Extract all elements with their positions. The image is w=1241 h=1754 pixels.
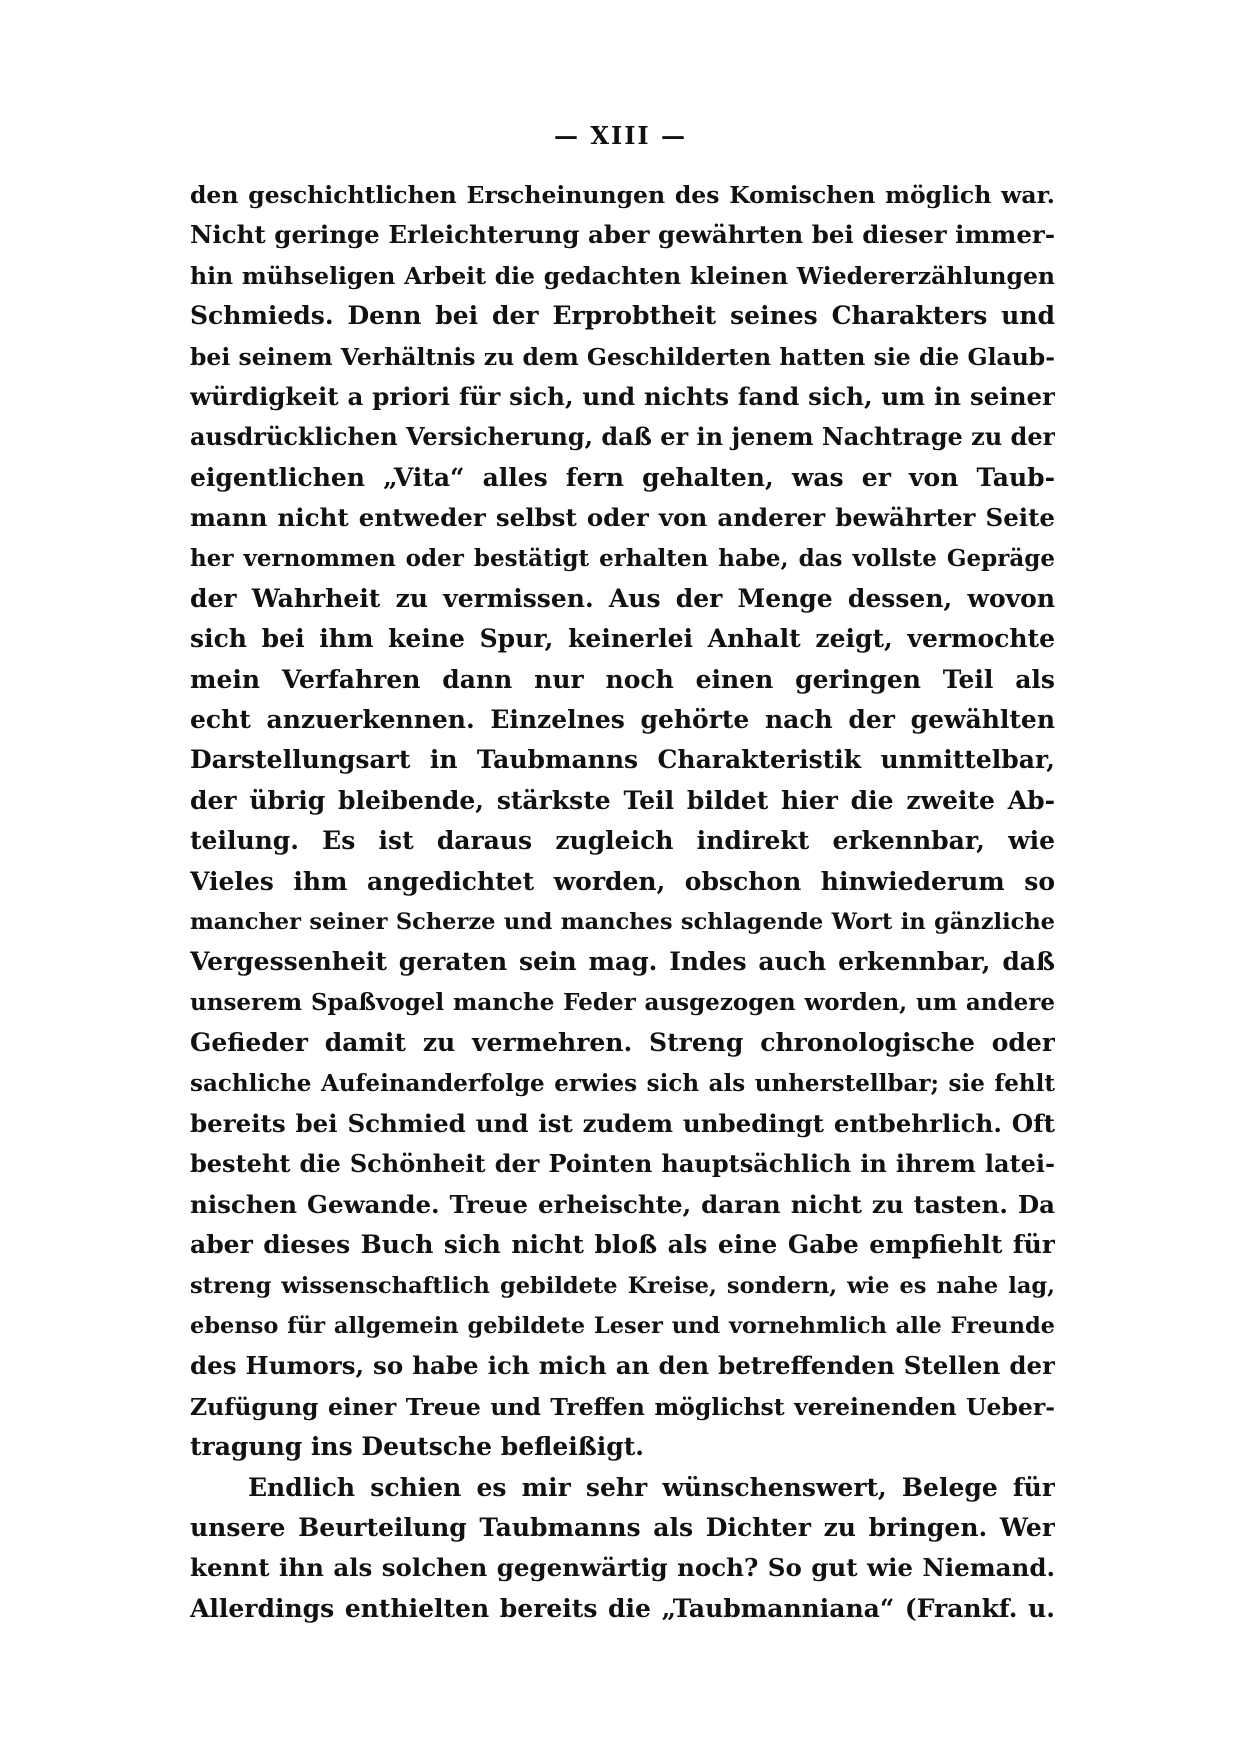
text-line: Vergessenheit geraten sein mag. Indes auch erkennbar, daß <box>190 947 1055 977</box>
page-number: — XIII — <box>553 121 687 150</box>
text-line: nischen Gewande. Treue erheischte, daran nicht zu tasten. Da <box>190 1189 1055 1219</box>
text-line: ebenso für allgemein gebildete Leser und vornehmlich alle Freunde <box>190 1312 1055 1339</box>
text-line: teilung. Es ist daraus zugleich indirekt erkennbar, wie <box>190 826 1055 856</box>
text-line: ausdrücklichen Versicherung, daß er in jenem Nachtrage zu der <box>190 422 1055 452</box>
text-line: den geschichtlichen Erscheinungen des Komischen möglich war. <box>190 181 1055 209</box>
text-line: unserem Spaßvogel manche Feder ausgezogen worden, um andere <box>190 988 1055 1016</box>
text-line: echt anzuerkennen. Einzelnes gehörte nach der gewählten <box>190 705 1055 735</box>
text-line: tragung ins Deutsche befleißigt. <box>190 1432 644 1462</box>
text-line: der Wahrheit zu vermissen. Aus der Menge dessen, wovon <box>190 583 1055 613</box>
text-line: würdigkeit a priori für sich, und nichts fand sich, um in seiner <box>190 381 1055 411</box>
text-line: her vernommen oder bestätigt erhalten habe, das vollste Gepräge <box>190 544 1055 572</box>
paragraph-2 <box>190 1468 1055 1630</box>
text-line: eigentlichen „Vita“ alles fern gehalten, was er von Taub- <box>190 462 1055 492</box>
text-line: des Humors, so habe ich mich an den betreffenden Stellen der <box>190 1351 1055 1381</box>
text-line: sich bei ihm keine Spur, keinerlei Anhalt zeigt, vermochte <box>190 624 1055 654</box>
body-text <box>190 175 1055 1629</box>
text-line: besteht die Schönheit der Pointen hauptsächlich in ihrem latei- <box>190 1149 1055 1179</box>
text-line: Nicht geringe Erleichterung aber gewährten bei dieser immer- <box>190 220 1055 250</box>
text-line: der übrig bleibende, stärkste Teil bildet hier die zweite Ab- <box>190 785 1055 815</box>
text-line: Darstellungsart in Taubmanns Charakteristik unmittelbar, <box>190 745 1055 775</box>
text-line: bereits bei Schmied und ist zudem unbedingt entbehrlich. Oft <box>190 1108 1055 1138</box>
paragraph-1 <box>190 175 1055 1468</box>
text-line: Allerdings enthielten bereits die „Taubmanniana“ (Frankf. u. <box>190 1593 1055 1623</box>
text-line: kennt ihn als solchen gegenwärtig noch? So gut wie Niemand. <box>190 1553 1055 1583</box>
text-line: mann nicht entweder selbst oder von anderer bewährter Seite <box>190 503 1055 533</box>
text-line: aber dieses Buch sich nicht bloß als eine Gabe empfiehlt für <box>190 1230 1055 1260</box>
text-line: hin mühseligen Arbeit die gedachten kleinen Wiedererzählungen <box>190 261 1055 290</box>
text-line: mancher seiner Scherze und manches schlagende Wort in gänzliche <box>190 909 1055 936</box>
text-line: mein Verfahren dann nur noch einen geringen Teil als <box>190 664 1055 694</box>
text-line: Vieles ihm angedichtet worden, obschon hinwiederum so <box>190 866 1055 896</box>
text-line: Schmieds. Denn bei der Erprobtheit seines Charakters und <box>190 301 1055 331</box>
text-line: streng wissenschaftlich gebildete Kreise, sondern, wie es nahe lag, <box>190 1272 1055 1299</box>
text-line: Zufügung einer Treue und Treffen möglichst vereinenden Ueber- <box>190 1392 1055 1421</box>
text-line: bei seinem Verhältnis zu dem Geschilderten hatten sie die Glaub- <box>190 342 1055 371</box>
text-line: unsere Beurteilung Taubmanns als Dichter zu bringen. Wer <box>190 1512 1055 1542</box>
text-line: Gefieder damit zu vermehren. Streng chronologische oder <box>190 1028 1055 1058</box>
text-line: sachliche Aufeinanderfolge erwies sich als unherstellbar; sie fehlt <box>190 1069 1055 1097</box>
text-line: Endlich schien es mir sehr wünschenswert, Belege für <box>248 1472 1055 1502</box>
